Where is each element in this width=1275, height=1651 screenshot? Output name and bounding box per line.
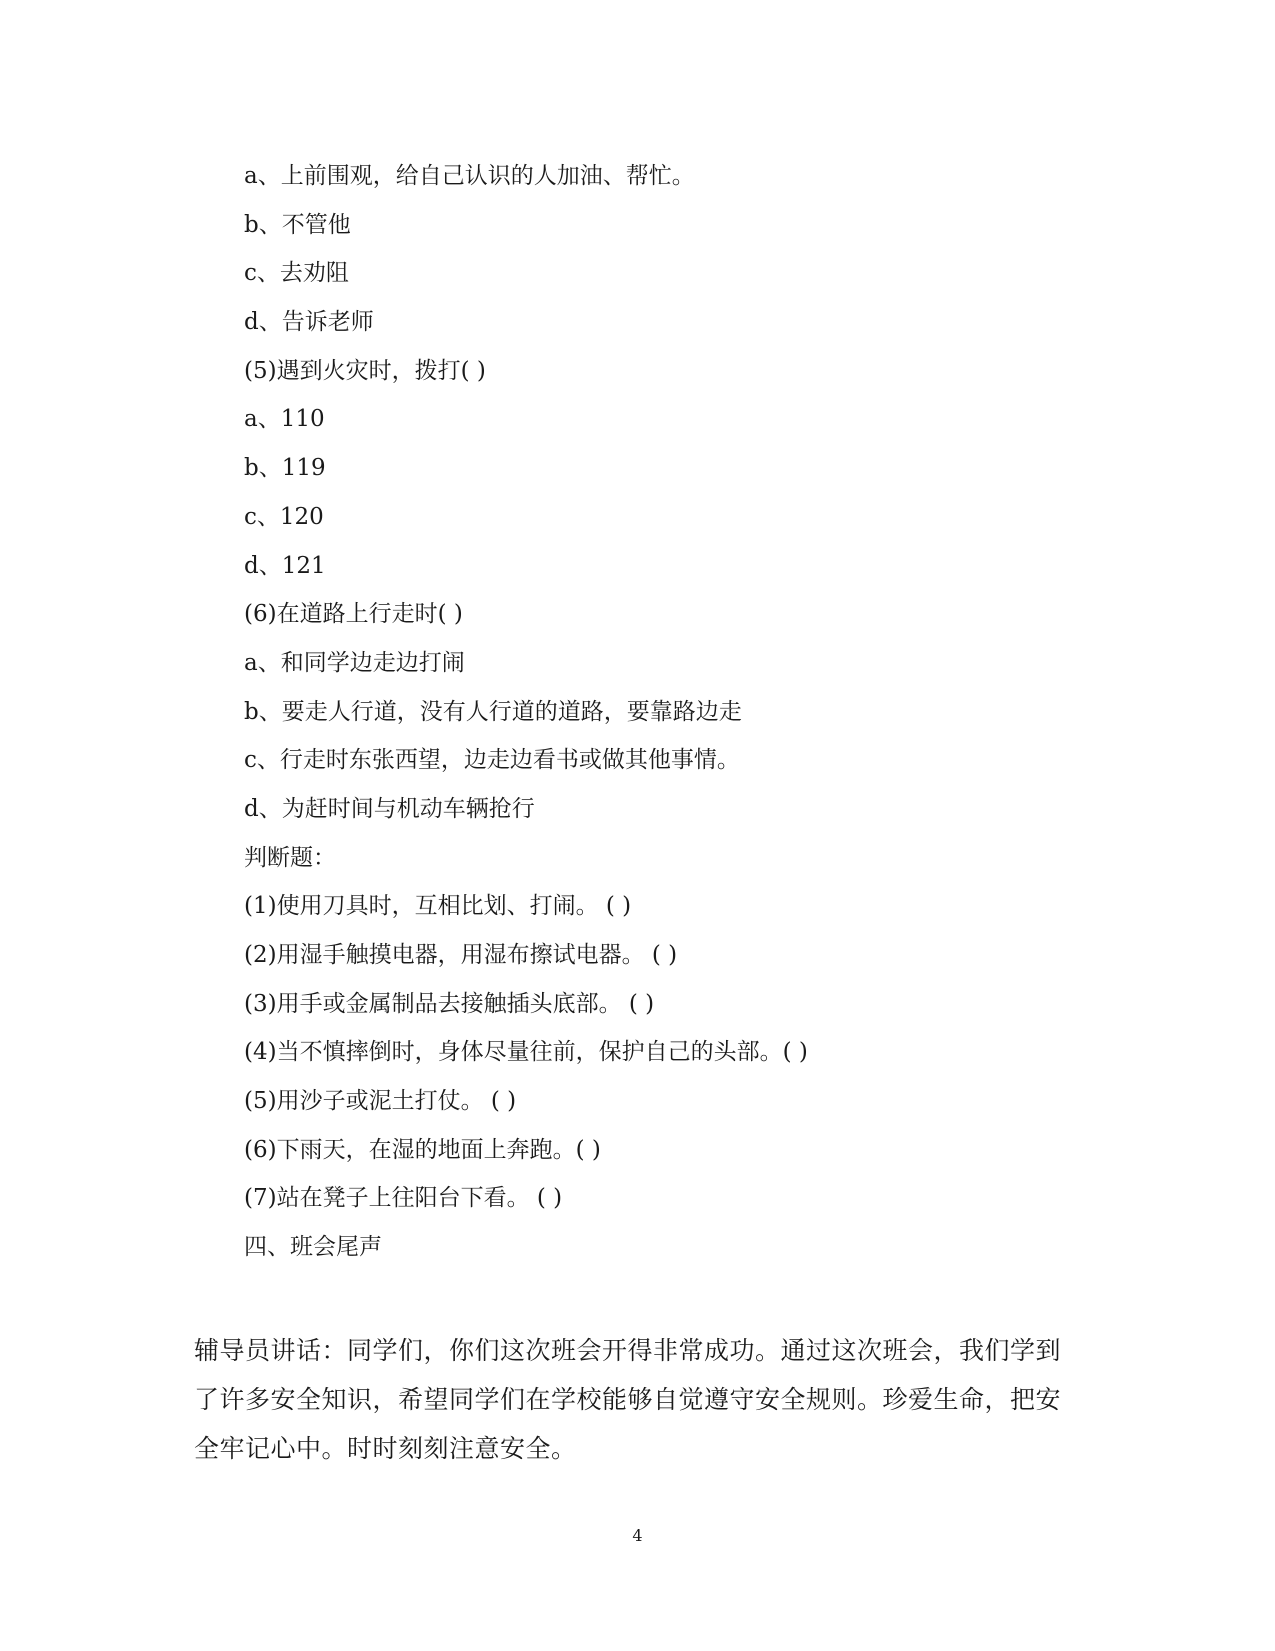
- option-line: b、119: [244, 455, 326, 482]
- section-heading: 四、班会尾声: [244, 1234, 382, 1261]
- true-false-item: (6)下雨天，在湿的地面上奔跑。( ): [244, 1136, 601, 1163]
- option-line: c、120: [244, 503, 324, 530]
- question-line: (5)遇到火灾时，拨打( ): [244, 357, 486, 384]
- true-false-item: (7)站在凳子上往阳台下看。 ( ): [244, 1185, 563, 1212]
- option-line: d、为赶时间与机动车辆抢行: [244, 795, 535, 822]
- option-line: a、上前围观，给自己认识的人加油、帮忙。: [244, 163, 695, 189]
- closing-speech-paragraph: 辅导员讲话：同学们，你们这次班会开得非常成功。通过这次班会，我们学到了许多安全知识，希望同学们在学校能够自觉遵守安全规则。珍爱生命，把安全牢记心中。时时刻刻注意安全。: [194, 1336, 1062, 1463]
- option-line: c、行走时东张西望，边走边看书或做其他事情。: [244, 747, 740, 774]
- option-line: a、110: [244, 406, 325, 433]
- option-line: a、和同学边走边打闹: [244, 649, 465, 676]
- page-number: 4: [632, 1526, 643, 1545]
- true-false-item: (2)用湿手触摸电器，用湿布擦试电器。 ( ): [244, 942, 678, 968]
- question-line: (6)在道路上行走时( ): [244, 601, 463, 628]
- content-lines: [244, 156, 1104, 1276]
- option-line: c、去劝阻: [244, 260, 349, 287]
- section-heading: 判断题：: [244, 844, 336, 871]
- option-line: b、要走人行道，没有人行道的道路，要靠路边走: [244, 698, 742, 725]
- option-line: d、告诉老师: [244, 309, 374, 336]
- true-false-item: (4)当不慎摔倒时，身体尽量往前，保护自己的头部。( ): [244, 1039, 808, 1066]
- option-line: d、121: [244, 552, 326, 579]
- true-false-item: (3)用手或金属制品去接触插头底部。 ( ): [244, 990, 655, 1017]
- true-false-item: (5)用沙子或泥土打仗。 ( ): [244, 1088, 517, 1115]
- true-false-item: (1)使用刀具时，互相比划、打闹。 ( ): [244, 893, 632, 920]
- option-line: b、不管他: [244, 211, 351, 238]
